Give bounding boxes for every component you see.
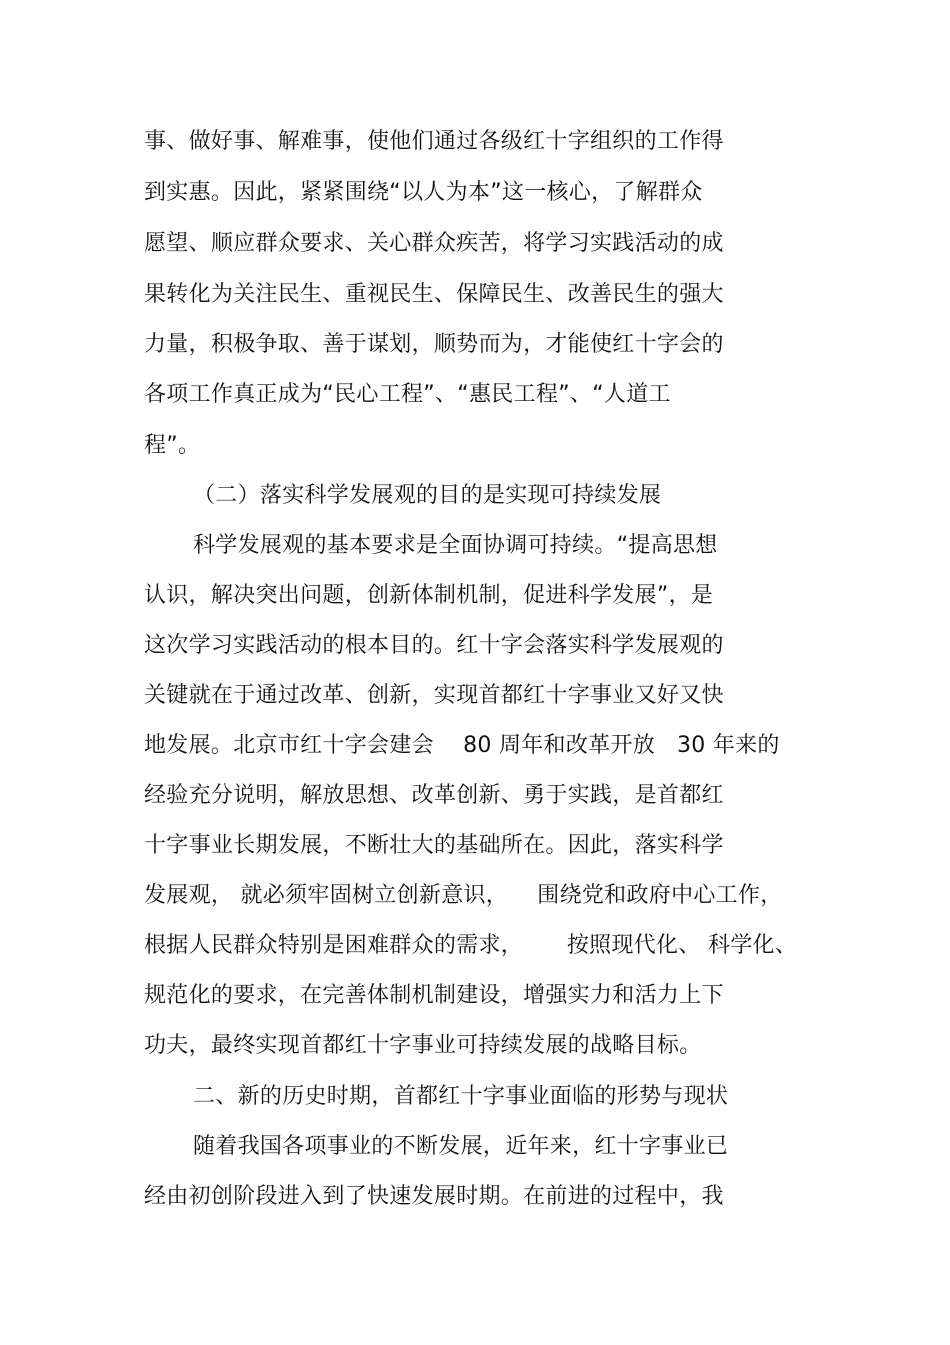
- text-line: 发展观， 就必须牢固树立创新意识， 围绕党和政府中心工作，: [144, 883, 783, 908]
- text-line: 经由初创阶段进入到了快速发展时期。在前进的过程中，我: [144, 1184, 724, 1209]
- text-line: 程”。: [144, 433, 201, 458]
- text-line: 到实惠。因此，紧紧围绕“以人为本”这一核心，了解群众: [144, 180, 703, 205]
- text-line: 愿望、顺应群众要求、关心群众疾苦，将学习实践活动的成: [144, 231, 724, 256]
- paragraph-first-line: 随着我国各项事业的不断发展，近年来，红十字事业已: [193, 1134, 729, 1159]
- text-line: 经验充分说明，解放思想、改革创新、勇于实践，是首都红: [144, 783, 724, 808]
- text-line: 根据人民群众特别是困难群众的需求， 按照现代化、 科学化、: [144, 933, 798, 958]
- text-line: 这次学习实践活动的根本目的。红十字会落实科学发展观的: [144, 633, 724, 658]
- text-line: 认识，解决突出问题，创新体制机制，促进科学发展”，是: [144, 583, 714, 608]
- paragraph-first-line: 科学发展观的基本要求是全面协调可持续。“提高思想: [193, 533, 718, 558]
- section-heading: 二、新的历史时期，首都红十字事业面临的形势与现状: [193, 1084, 729, 1109]
- text-line: 规范化的要求，在完善体制机制建设，增强实力和活力上下: [144, 983, 724, 1008]
- section-subheading: （二）落实科学发展观的目的是实现可持续发展: [193, 483, 662, 508]
- text-line: 功夫，最终实现首都红十字事业可持续发展的战略目标。: [144, 1033, 702, 1058]
- text-line: 地发展。北京市红十字会建会 80 周年和改革开放 30 年来的: [144, 733, 780, 758]
- text-line: 十字事业长期发展，不断壮大的基础所在。因此，落实科学: [144, 833, 724, 858]
- text-line: 力量，积极争取、善于谋划，顺势而为，才能使红十字会的: [144, 332, 724, 357]
- text-line: 各项工作真正成为“民心工程”、“惠民工程”、“人道工: [144, 382, 671, 407]
- text-line: 关键就在于通过改革、创新，实现首都红十字事业又好又快: [144, 683, 724, 708]
- text-line: 果转化为关注民生、重视民生、保障民生、改善民生的强大: [144, 282, 724, 307]
- text-line: 事、做好事、解难事，使他们通过各级红十字组织的工作得: [144, 129, 724, 154]
